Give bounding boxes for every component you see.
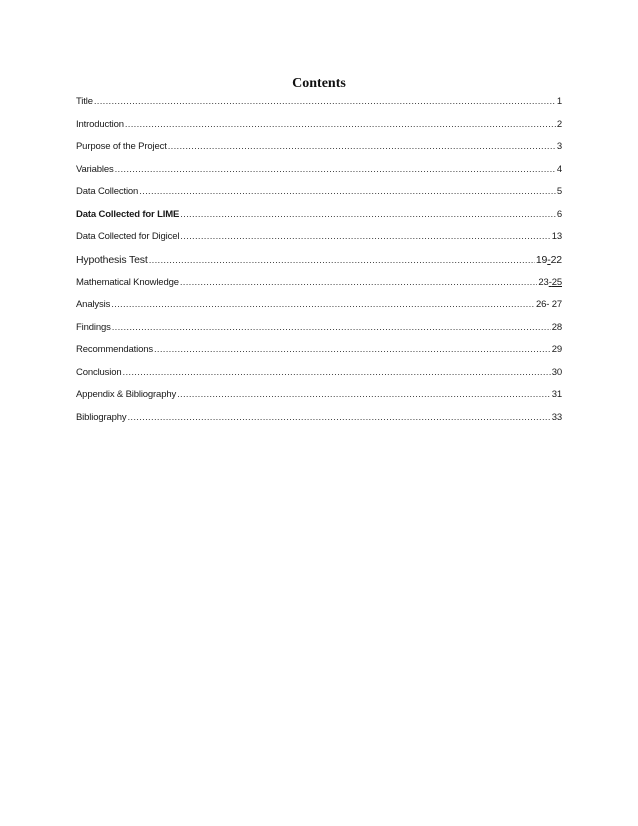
entry-label: Findings (76, 321, 111, 333)
toc-entry-data-digicel[interactable] (76, 231, 562, 254)
toc-entry-bibliography[interactable] (76, 412, 562, 435)
entry-page-number: 13 (551, 231, 562, 242)
toc-entry-purpose[interactable] (76, 141, 562, 164)
page-start: 23 (538, 276, 549, 288)
entry-label: Mathematical Knowledge (76, 276, 179, 288)
dot-leader (180, 231, 550, 242)
entry-label: Analysis (76, 299, 111, 310)
dot-leader (111, 299, 535, 310)
entry-label: Data Collection (76, 186, 139, 197)
toc-entry-introduction[interactable] (76, 119, 562, 142)
toc-entry-analysis[interactable] (76, 299, 562, 322)
dot-leader (177, 389, 551, 400)
dot-leader (154, 344, 551, 355)
entry-page-range (536, 254, 562, 266)
entry-label: Title (76, 96, 93, 107)
dot-leader (180, 277, 538, 288)
dot-leader (123, 367, 551, 378)
toc-entry-variables[interactable] (76, 164, 562, 187)
entry-page-number: 3 (556, 141, 562, 152)
page-start: 19 (535, 253, 548, 266)
dot-leader (180, 209, 556, 220)
entry-label: Hypothesis Test (76, 253, 148, 266)
entry-label: Conclusion (76, 366, 122, 378)
page-end: 25 (551, 276, 562, 288)
entry-label: Recommendations (76, 344, 153, 355)
page-end: 22 (550, 253, 562, 266)
entry-label: Data Collected for Digicel (76, 231, 180, 242)
entry-page-number: 4 (556, 163, 562, 175)
entry-label: Purpose of the Project (76, 141, 167, 152)
entry-label: Bibliography (76, 411, 127, 423)
page-separator: - (547, 253, 551, 266)
entry-page-number: 28 (551, 321, 562, 333)
entry-page-number: 6 (556, 208, 562, 220)
entry-label: Variables (76, 163, 114, 175)
table-of-contents (76, 96, 562, 434)
toc-entry-recommendations[interactable] (76, 344, 562, 367)
dot-leader (139, 186, 556, 197)
entry-page-number: 2 (556, 118, 562, 130)
entry-label: Data Collected for LIME (76, 208, 180, 220)
toc-entry-data-lime[interactable] (76, 209, 562, 232)
dot-leader (127, 412, 550, 423)
toc-entry-mathematical-knowledge[interactable] (76, 277, 562, 300)
entry-page-number: 5 (556, 186, 562, 197)
entry-page-range (538, 277, 562, 288)
entry-label: Appendix & Bibliography (76, 389, 177, 400)
toc-entry-data-collection[interactable] (76, 186, 562, 209)
dot-leader (168, 141, 556, 152)
entry-page-number: 1 (556, 96, 562, 107)
entry-label: Introduction (76, 118, 124, 130)
dot-leader (112, 322, 551, 333)
dot-leader (125, 119, 556, 130)
dot-leader (115, 164, 556, 175)
entry-page-number: 31 (551, 389, 562, 400)
entry-page-number: 33 (551, 411, 562, 423)
contents-heading: Contents (292, 76, 346, 91)
toc-entry-hypothesis-test[interactable] (76, 254, 562, 277)
entry-page-number: 26- 27 (535, 299, 562, 310)
entry-page-number: 29 (551, 344, 562, 355)
page-separator: - (548, 276, 552, 288)
toc-entry-findings[interactable] (76, 322, 562, 345)
dot-leader (94, 96, 556, 107)
entry-page-number: 30 (551, 366, 562, 378)
toc-entry-title[interactable] (76, 96, 562, 119)
toc-entry-appendix-bibliography[interactable] (76, 389, 562, 412)
toc-entry-conclusion[interactable] (76, 367, 562, 390)
dot-leader (149, 255, 535, 266)
